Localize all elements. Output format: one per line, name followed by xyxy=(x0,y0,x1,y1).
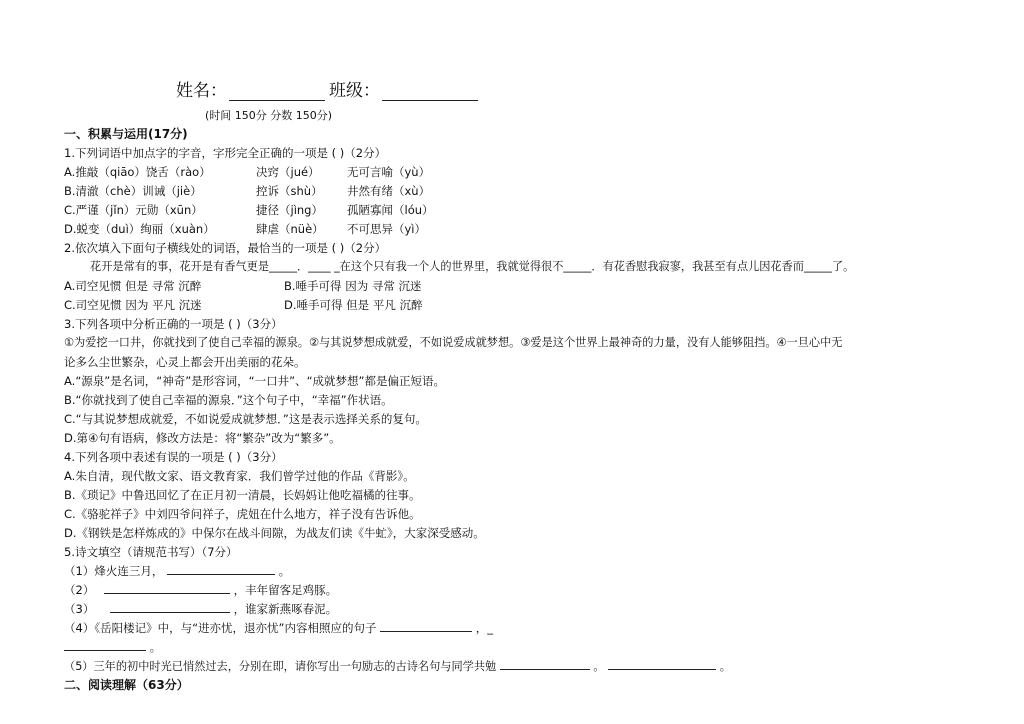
name-blank[interactable] xyxy=(229,83,325,101)
q5-item-4-blank[interactable] xyxy=(380,619,472,632)
q3-stem: 3.下列各项中分析正确的一项是 ( )（3分） xyxy=(64,317,283,331)
q5-item-2 xyxy=(64,581,337,599)
q5-item-1-label: （1）烽火连三月， xyxy=(64,564,164,578)
q5-item-4 xyxy=(64,619,493,637)
q4-option-b: B.《琐记》中鲁迅回忆了在正月初一清晨，长妈妈让他吃福橘的往事。 xyxy=(64,488,421,502)
student-info-header xyxy=(176,76,482,101)
section2-title: 二、阅读理解（63分） xyxy=(64,678,189,692)
q5-item-1-blank[interactable] xyxy=(167,562,275,575)
q1-c-part2: 捷径（jìng） xyxy=(256,203,323,217)
q3-option-d: D.第④句有语病，修改方法是：将“繁杂”改为“繁多”。 xyxy=(64,431,341,445)
q5-item-4-tail: ，_ xyxy=(475,621,494,635)
q1-a-part3: 无可言喻（yù） xyxy=(347,165,431,179)
class-blank[interactable] xyxy=(382,83,478,101)
q5-stem: 5.诗文填空（请规范书写）（7分） xyxy=(64,545,238,559)
q3-option-b: B.“你就找到了使自己幸福的源泉．”这个句子中，“幸福”作状语。 xyxy=(64,393,393,407)
name-label: 姓名： xyxy=(176,81,227,101)
section1-title: 一、积累与运用(17分) xyxy=(64,127,188,141)
q2-stem: 2.依次填入下面句子横线处的词语，最恰当的一项是 ( )（2分） xyxy=(64,241,387,255)
q1-stem: 1.下列词语中加点字的字音，字形完全正确的一项是 ( )（2分） xyxy=(64,146,387,160)
q1-b-part2: 控诉（shù） xyxy=(256,184,323,198)
q4-stem: 4.下列各项中表述有误的一项是 ( )（3分） xyxy=(64,450,283,464)
q3-passage-line2: 论多么尘世繁杂，心灵上都会开出美丽的花朵。 xyxy=(64,355,306,369)
q5-item-1-tail: 。 xyxy=(278,564,291,578)
q5-item-5-label: （5）三年的初中时光已悄然过去，分别在即，请你写出一句励志的古诗名句与同学共勉 xyxy=(64,660,497,673)
class-label: 班级： xyxy=(329,81,380,101)
q5-item-4-cont-tail: 。 xyxy=(149,640,162,654)
q5-item-2-tail: ，丰年留客足鸡豚。 xyxy=(233,583,338,597)
q5-item-3-tail: ，谁家新燕啄春泥。 xyxy=(233,602,338,616)
q5-item-5 xyxy=(64,657,731,676)
q4-option-a: A.朱自清，现代散文家、语文教育家．我们曾学过他的作品《背影》。 xyxy=(64,469,415,483)
q5-item-4-label: （4）《岳阳楼记》中，与“进亦忧，退亦忧”内容相照应的句子 xyxy=(64,621,377,635)
q5-item-4-blank-2[interactable] xyxy=(64,638,146,651)
q5-item-5-tail: 。 xyxy=(719,660,731,673)
q1-option-c: C.严谨（jǐn）元勋（xūn） xyxy=(64,203,203,217)
q2-option-a: A.司空见惯 但是 寻常 沉醉 xyxy=(64,279,202,293)
q4-option-d: D.《钢铁是怎样炼成的》中保尔在战斗间隙，为战友们读《牛虻》，大家深受感动。 xyxy=(64,526,485,540)
q2-passage: 花开是常有的事，花开是有香气更是_____．____ _在这个只有我一个人的世界里，我就觉得很不_____．有花香慰我寂寥，我甚至有点儿因花香而_____了。 xyxy=(90,260,855,273)
time-score-subtitle: (时间 150分 分数 150分) xyxy=(205,109,333,122)
q3-option-c: C.“与其说梦想成就爱，不如说爱成就梦想．”这是表示选择关系的复句。 xyxy=(64,412,427,426)
q3-option-a: A.“源泉”是名词，“神奇”是形容词，“一口井”、“成就梦想”都是偏正短语。 xyxy=(64,374,445,388)
q1-a-part1: A.推敲（qiāo）饶舌（rào） xyxy=(64,165,211,179)
q3-passage-line1: ①为爱挖一口井，你就找到了使自己幸福的源泉。②与其说梦想成就爱，不如说爱成就梦想。③爱是这个世界上最神奇的力量，没有人能够阻挡。④一旦心中无 xyxy=(64,336,843,349)
q5-item-5-sep: 。 xyxy=(593,660,605,673)
q1-option-d: D.蜕变（duì）绚丽（xuàn） xyxy=(64,222,215,236)
q1-option-a xyxy=(64,163,211,181)
q1-d-part2: 肆虐（nüè） xyxy=(256,222,324,236)
q2-option-b: B.唾手可得 因为 寻常 沉迷 xyxy=(284,279,422,293)
q1-b-part3: 井然有绪（xù） xyxy=(347,184,431,198)
q1-c-part3: 孤陋寡闻（lóu） xyxy=(347,203,434,217)
q2-option-d: D.唾手可得 但是 平凡 沉醉 xyxy=(284,298,423,312)
q1-a-part2: 决窍（jué） xyxy=(256,165,320,179)
q5-item-3-blank[interactable] xyxy=(110,600,230,613)
q5-item-4-cont xyxy=(64,638,161,656)
q2-option-c: C.司空见惯 因为 平凡 沉迷 xyxy=(64,298,202,312)
q5-item-3-label: （3） xyxy=(64,602,95,616)
q4-option-c: C.《骆驼祥子》中刘四爷问祥子，虎妞在什么地方，祥子没有告诉他。 xyxy=(64,507,421,521)
q5-item-2-blank[interactable] xyxy=(104,581,230,594)
q5-item-3 xyxy=(64,600,337,618)
q5-item-5-blank-1[interactable] xyxy=(500,657,590,670)
q1-option-b: B.清澈（chè）训诫（jiè） xyxy=(64,184,202,198)
q5-item-1 xyxy=(64,562,290,580)
q5-item-2-label: （2） xyxy=(64,583,95,597)
q5-item-5-blank-2[interactable] xyxy=(608,657,716,670)
q1-d-part3: 不可思异（yì） xyxy=(347,222,426,236)
